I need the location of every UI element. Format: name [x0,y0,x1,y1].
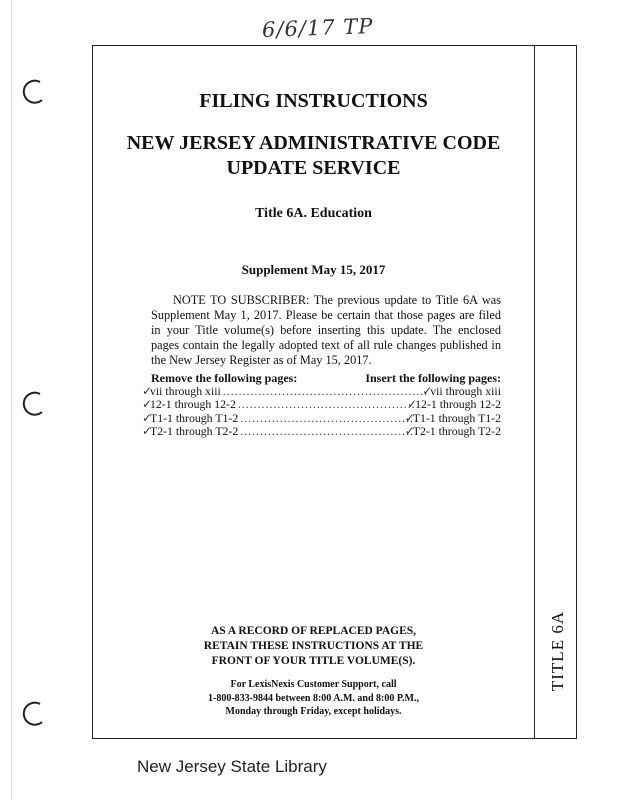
page-title: FILING INSTRUCTIONS [199,90,428,112]
library-stamp: New Jersey State Library [137,757,327,776]
pages-table [142,384,501,439]
retain-line-2: RETAIN THESE INSTRUCTIONS AT THE [203,640,424,652]
page-subtitle [93,131,534,181]
remove-pages-cell: T1-1 through T1-2 [150,410,239,425]
filing-instructions-sheet [92,45,577,739]
punch-hole-icon [20,78,48,106]
checkmark-icon: ✓ [422,384,433,398]
checkmark-icon: ✓ [404,410,415,425]
instructions-content [93,46,534,738]
insert-pages-cell: vii through xiii [430,384,501,398]
insert-pages-cell: T1-1 through T1-2 [412,410,501,425]
insert-pages-header: Insert the following pages: [365,371,501,385]
remove-pages-header: Remove the following pages: [151,371,298,385]
table-row [142,424,501,439]
checkmark-icon: ✓ [142,424,153,439]
title-subject: Title 6A. Education [255,206,372,221]
remove-pages-cell: T2-1 through T2-2 [150,424,239,439]
checkmark-icon: ✓ [407,397,418,412]
binder-margin-line [11,0,12,800]
customer-support-info [93,678,534,719]
subtitle-line-1: NEW JERSEY ADMINISTRATIVE CODE [126,132,501,154]
retain-line-3: FRONT OF YOUR TITLE VOLUME(S). [211,655,416,667]
dot-leader [240,410,415,425]
checkmark-icon: ✓ [142,397,153,412]
dot-leader [223,384,433,398]
subscriber-note: NOTE TO SUBSCRIBER: The previous update to Title 6A was Supplement May 1, 2017. Please be certain that those pages are filed in your Title volume(s) before inserting this update. The enclosed pages contain the legally adopted text of all rule changes published in the New Jersey Register as of May 15, 2017. [151,293,501,367]
punch-hole-icon [20,390,48,418]
table-row [142,384,501,398]
handwritten-date-note: 6/6/17 TP [261,14,374,42]
dot-leader [238,397,418,412]
checkmark-icon: ✓ [404,424,415,439]
title-tab-label: TITLE 6A [548,610,568,692]
dot-leader [240,424,415,439]
insert-pages-cell: T2-1 through T2-2 [412,424,501,439]
title-tab [539,610,577,692]
checkmark-icon: ✓ [142,384,153,398]
checkmark-icon: ✓ [142,410,153,425]
support-line-3: Monday through Friday, except holidays. [225,706,402,717]
retain-line-1: AS A RECORD OF REPLACED PAGES, [210,625,417,637]
tab-divider-line [534,46,535,738]
table-row [142,410,501,425]
support-line-2: 1-800-833-9844 between 8:00 A.M. and 8:00 P.M., [207,692,419,704]
supplement-date: Supplement May 15, 2017 [241,262,386,277]
subtitle-line-2: UPDATE SERVICE [226,157,401,179]
remove-pages-cell: 12-1 through 12-2 [150,397,236,412]
punch-hole-icon [20,700,48,728]
insert-pages-cell: 12-1 through 12-2 [415,397,501,412]
retain-notice [93,624,534,669]
support-line-1: For LexisNexis Customer Support, call [230,679,397,690]
remove-pages-cell: vii through xiii [150,384,221,398]
table-row [142,397,501,412]
